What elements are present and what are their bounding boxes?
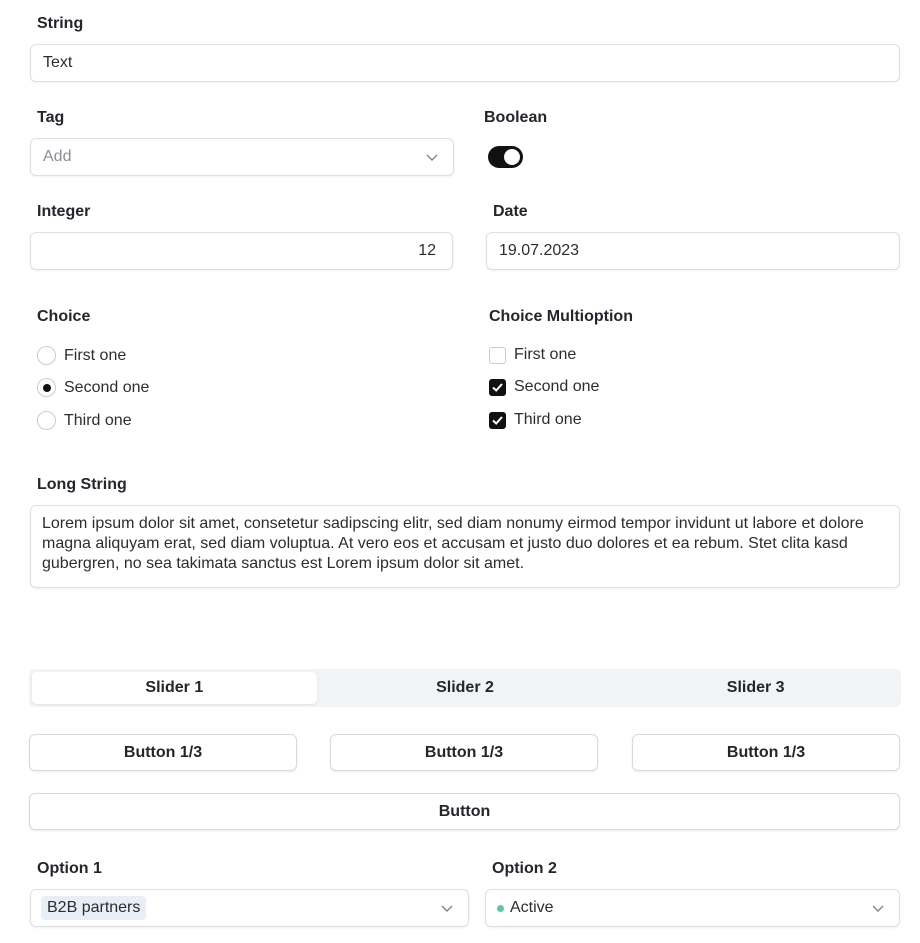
radio-button[interactable] (37, 346, 56, 365)
checkmark-icon (491, 414, 504, 427)
slider-segmented-control (29, 669, 901, 707)
tab-slider-1[interactable]: Slider 1 (32, 672, 317, 704)
tab-slider-3[interactable]: Slider 3 (726, 679, 785, 696)
status-dot (497, 905, 504, 912)
string-label: String (37, 15, 84, 32)
multi-option-label: Second one (514, 378, 600, 395)
date-label: Date (493, 203, 528, 220)
radio-button[interactable] (37, 378, 56, 397)
boolean-label: Boolean (484, 109, 548, 126)
choice-label: Choice (37, 308, 91, 325)
option2-select[interactable] (485, 889, 900, 927)
radio-dot (43, 384, 51, 392)
option2-label: Option 2 (492, 860, 557, 877)
chevron-down-icon (871, 901, 885, 915)
choice-option[interactable] (37, 411, 132, 430)
long-string-textarea[interactable]: Lorem ipsum dolor sit amet, consetetur sadipscing elitr, sed diam nonumy eirmod tempor invidunt ut labore et dolore magna aliquyam erat, sed diam voluptua. At vero eos et accusam et justo duo dolores et ea rebum. Stet clita kasd gubergren, no sea takimata sanctus est Lorem ipsum dolor sit amet. (30, 505, 900, 588)
checkbox[interactable] (489, 379, 506, 396)
choice-option-label: First one (64, 346, 127, 364)
button-third-1[interactable]: Button 1/3 (29, 734, 297, 771)
boolean-toggle[interactable] (488, 146, 523, 168)
date-value: 19.07.2023 (499, 242, 580, 259)
choice-option[interactable] (37, 346, 126, 365)
checkbox[interactable] (489, 347, 506, 364)
multi-option[interactable] (489, 346, 576, 364)
button-third-2[interactable]: Button 1/3 (330, 734, 598, 771)
tag-chip: B2B partners (41, 896, 146, 920)
checkmark-icon (491, 381, 504, 394)
tab-slider-2[interactable]: Slider 2 (436, 679, 494, 696)
choice-option[interactable] (37, 378, 149, 397)
option1-select[interactable] (30, 889, 469, 927)
integer-value: 12 (418, 242, 436, 259)
choice-option-label: Second one (64, 378, 150, 396)
tag-select[interactable] (30, 138, 454, 176)
choice-multi-label: Choice Multioption (489, 308, 633, 325)
chevron-down-icon (440, 901, 454, 915)
multi-option-label: First one (514, 346, 577, 363)
choice-option-label: Third one (64, 411, 132, 429)
date-input[interactable] (486, 232, 900, 270)
string-input[interactable] (30, 44, 900, 82)
button-full[interactable]: Button (29, 793, 900, 830)
checkbox[interactable] (489, 412, 506, 429)
radio-button[interactable] (37, 411, 56, 430)
multi-option[interactable] (489, 378, 599, 396)
multi-option-label: Third one (514, 411, 582, 428)
chevron-down-icon (425, 150, 439, 164)
integer-label: Integer (37, 203, 91, 220)
option1-label: Option 1 (37, 860, 102, 877)
string-value: Text (43, 54, 73, 71)
toggle-knob (504, 149, 520, 165)
tag-placeholder: Add (43, 148, 72, 165)
long-string-label: Long String (37, 476, 127, 493)
option2-value: Active (510, 899, 554, 916)
tag-label: Tag (37, 109, 65, 126)
button-third-3[interactable]: Button 1/3 (632, 734, 900, 771)
multi-option[interactable] (489, 411, 582, 429)
integer-input[interactable] (30, 232, 453, 270)
